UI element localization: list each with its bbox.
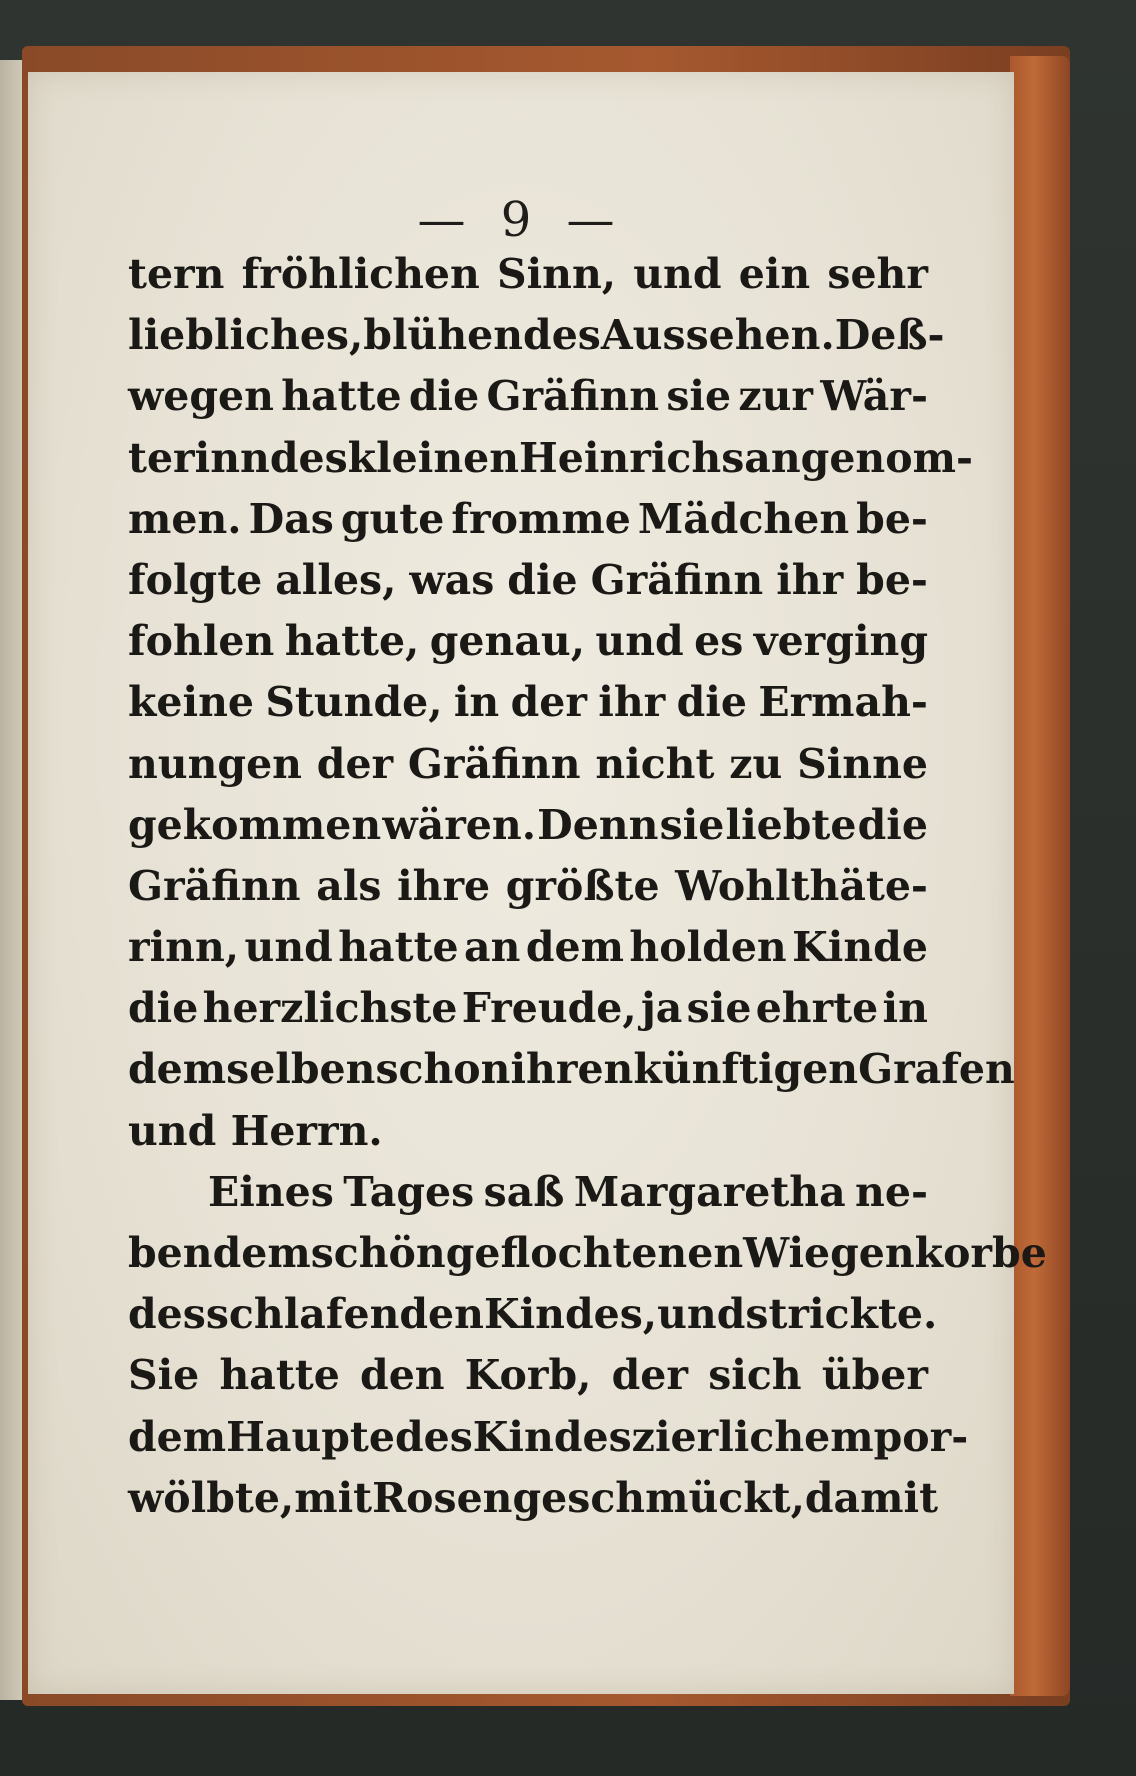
- text-word: strickte.: [745, 1290, 938, 1339]
- text-word: sehr: [827, 250, 928, 298]
- text-word: zu: [729, 739, 783, 788]
- text-line: [128, 1223, 1047, 1284]
- text-word: dem: [525, 923, 624, 972]
- text-word: folgte: [128, 555, 263, 604]
- text-word: in: [453, 678, 500, 727]
- text-word: Stunde,: [265, 678, 443, 727]
- text-word: terinn: [128, 433, 270, 482]
- text-word: dem: [128, 1412, 227, 1461]
- text-word: Eines: [208, 1167, 334, 1216]
- text-word: künftigen: [633, 1045, 859, 1094]
- text-word: schöngeflochtenen: [310, 1229, 744, 1277]
- text-word: wären.: [382, 800, 536, 849]
- text-word: die: [128, 984, 199, 1033]
- text-word: was: [409, 555, 495, 604]
- text-word: die: [507, 555, 578, 604]
- text-word: ben: [128, 1229, 213, 1277]
- text-word: in: [882, 984, 928, 1033]
- page-number: — 9 —: [417, 192, 625, 248]
- text-word: hatte: [281, 372, 402, 421]
- text-word: Freude,: [461, 984, 637, 1033]
- text-word: ihr: [598, 678, 666, 727]
- text-word: Wohlthäte-: [675, 861, 928, 910]
- text-line: [128, 978, 928, 1039]
- text-word: ja: [640, 984, 683, 1033]
- text-word: tern: [128, 250, 225, 298]
- text-word: geschmückt,: [512, 1473, 805, 1522]
- text-line: [128, 1101, 928, 1162]
- text-word: und: [595, 617, 684, 666]
- text-word: liebliches,: [128, 311, 364, 360]
- text-line: [128, 550, 928, 611]
- text-line: [128, 1162, 928, 1223]
- text-word: Kinde: [792, 923, 928, 972]
- text-word: be-: [856, 555, 928, 604]
- text-line: [128, 611, 928, 672]
- text-word: ein: [738, 250, 811, 298]
- text-word: schon: [375, 1045, 511, 1094]
- text-word: wegen: [128, 372, 274, 421]
- text-word: Kindes: [472, 1412, 632, 1461]
- text-line: [128, 734, 928, 795]
- text-word: Grafen: [858, 1045, 1015, 1094]
- text-word: Sinne: [797, 739, 928, 788]
- text-word: Gräfinn: [128, 861, 301, 910]
- text-word: ne-: [855, 1167, 928, 1216]
- text-word: Haupte: [226, 1412, 395, 1461]
- text-word: der: [316, 739, 394, 788]
- text-line: [128, 305, 945, 366]
- text-word: zierlich: [631, 1412, 805, 1461]
- text-word: sie: [659, 800, 725, 849]
- text-line: [128, 917, 928, 978]
- text-word: und: [244, 923, 333, 972]
- text-word: gute: [340, 494, 445, 543]
- text-word: hatte,: [284, 617, 420, 666]
- book-cover-edge: [1010, 56, 1070, 1696]
- text-word: ihre: [397, 861, 491, 910]
- text-word: Korb,: [464, 1351, 592, 1400]
- text-word: nicht: [595, 739, 715, 788]
- text-word: verging: [753, 617, 928, 666]
- text-word: Sinn,: [497, 250, 617, 298]
- text-word: keine: [128, 678, 254, 727]
- text-line: [128, 244, 928, 305]
- text-word: men.: [128, 494, 242, 543]
- text-word: die: [408, 372, 480, 421]
- text-line: [128, 1284, 938, 1345]
- text-word: Heinrichs: [519, 433, 745, 482]
- text-word: es: [694, 617, 744, 666]
- text-word: angenom-: [744, 433, 973, 482]
- text-word: Herrn.: [230, 1106, 383, 1155]
- text-word: liebte: [725, 800, 857, 849]
- text-word: des: [394, 1412, 473, 1461]
- text-word: mit: [294, 1473, 373, 1522]
- text-word: blühendes: [363, 311, 601, 360]
- text-word: Wiegenkorbe: [743, 1229, 1047, 1277]
- text-word: ihren: [510, 1045, 634, 1094]
- text-word: die: [857, 800, 928, 849]
- text-line: [128, 428, 973, 489]
- text-word: sich: [708, 1351, 802, 1400]
- text-word: demselben: [128, 1045, 376, 1094]
- text-word: an: [464, 923, 521, 972]
- text-word: Aussehen.: [600, 311, 835, 360]
- text-word: sie: [666, 372, 732, 421]
- text-line: [128, 795, 928, 856]
- text-word: be-: [856, 494, 928, 543]
- text-line: [128, 856, 928, 917]
- text-word: Tages: [343, 1167, 475, 1216]
- text-word: größte: [505, 861, 660, 910]
- book-page: [28, 72, 1047, 1694]
- text-word: hatte: [338, 923, 459, 972]
- text-word: kleinen: [347, 433, 520, 482]
- text-word: schlafenden: [205, 1290, 484, 1339]
- text-word: dem: [212, 1229, 311, 1277]
- text-word: saß: [483, 1167, 565, 1216]
- text-word: und: [128, 1106, 217, 1155]
- text-word: Gräfinn: [407, 739, 581, 788]
- text-word: Denn: [537, 800, 659, 849]
- text-word: empor-: [804, 1412, 969, 1461]
- text-line: [128, 366, 928, 427]
- text-word: zur: [738, 372, 814, 421]
- text-word: holden: [629, 923, 787, 972]
- text-line: [128, 1407, 969, 1468]
- text-word: hatte: [219, 1351, 340, 1400]
- text-word: die: [676, 678, 747, 727]
- text-word: herzlichste: [202, 984, 458, 1033]
- text-word: rinn,: [128, 923, 240, 972]
- text-word: Das: [248, 494, 334, 543]
- text-word: und: [633, 250, 722, 298]
- text-word: der: [611, 1351, 688, 1400]
- text-word: der: [510, 678, 587, 727]
- text-word: ihr: [776, 555, 844, 604]
- text-word: Deß-: [834, 311, 945, 360]
- text-word: Gräfinn: [590, 555, 764, 604]
- text-word: fromme: [451, 494, 631, 543]
- text-word: über: [821, 1351, 928, 1400]
- text-word: Mädchen: [637, 494, 850, 543]
- text-word: Gräfinn: [486, 372, 660, 421]
- text-word: damit: [804, 1473, 939, 1522]
- text-word: genau,: [429, 617, 585, 666]
- text-word: ehrte: [755, 984, 879, 1033]
- text-word: den: [360, 1351, 445, 1400]
- text-word: wölbte,: [128, 1473, 295, 1522]
- text-word: fröhlichen: [241, 250, 480, 298]
- text-word: Wär-: [820, 372, 928, 421]
- page-text: [128, 244, 1047, 1529]
- text-line: [128, 489, 928, 550]
- text-word: Kindes,: [483, 1290, 658, 1339]
- text-word: des: [128, 1290, 206, 1339]
- text-word: als: [316, 861, 382, 910]
- text-word: Margaretha: [573, 1167, 846, 1216]
- text-word: sie: [686, 984, 752, 1033]
- text-word: Sie: [128, 1351, 200, 1400]
- text-word: und: [657, 1290, 746, 1339]
- text-word: nungen: [128, 739, 302, 788]
- text-line: [128, 672, 928, 733]
- text-word: Ermah-: [758, 678, 928, 727]
- text-line: [128, 1345, 928, 1406]
- text-line: [128, 1468, 939, 1529]
- text-word: fohlen: [128, 617, 275, 666]
- text-word: gekommen: [128, 800, 382, 849]
- text-word: des: [269, 433, 348, 482]
- text-line: [128, 1039, 1015, 1100]
- text-word: alles,: [275, 555, 397, 604]
- text-word: Rosen: [372, 1473, 513, 1522]
